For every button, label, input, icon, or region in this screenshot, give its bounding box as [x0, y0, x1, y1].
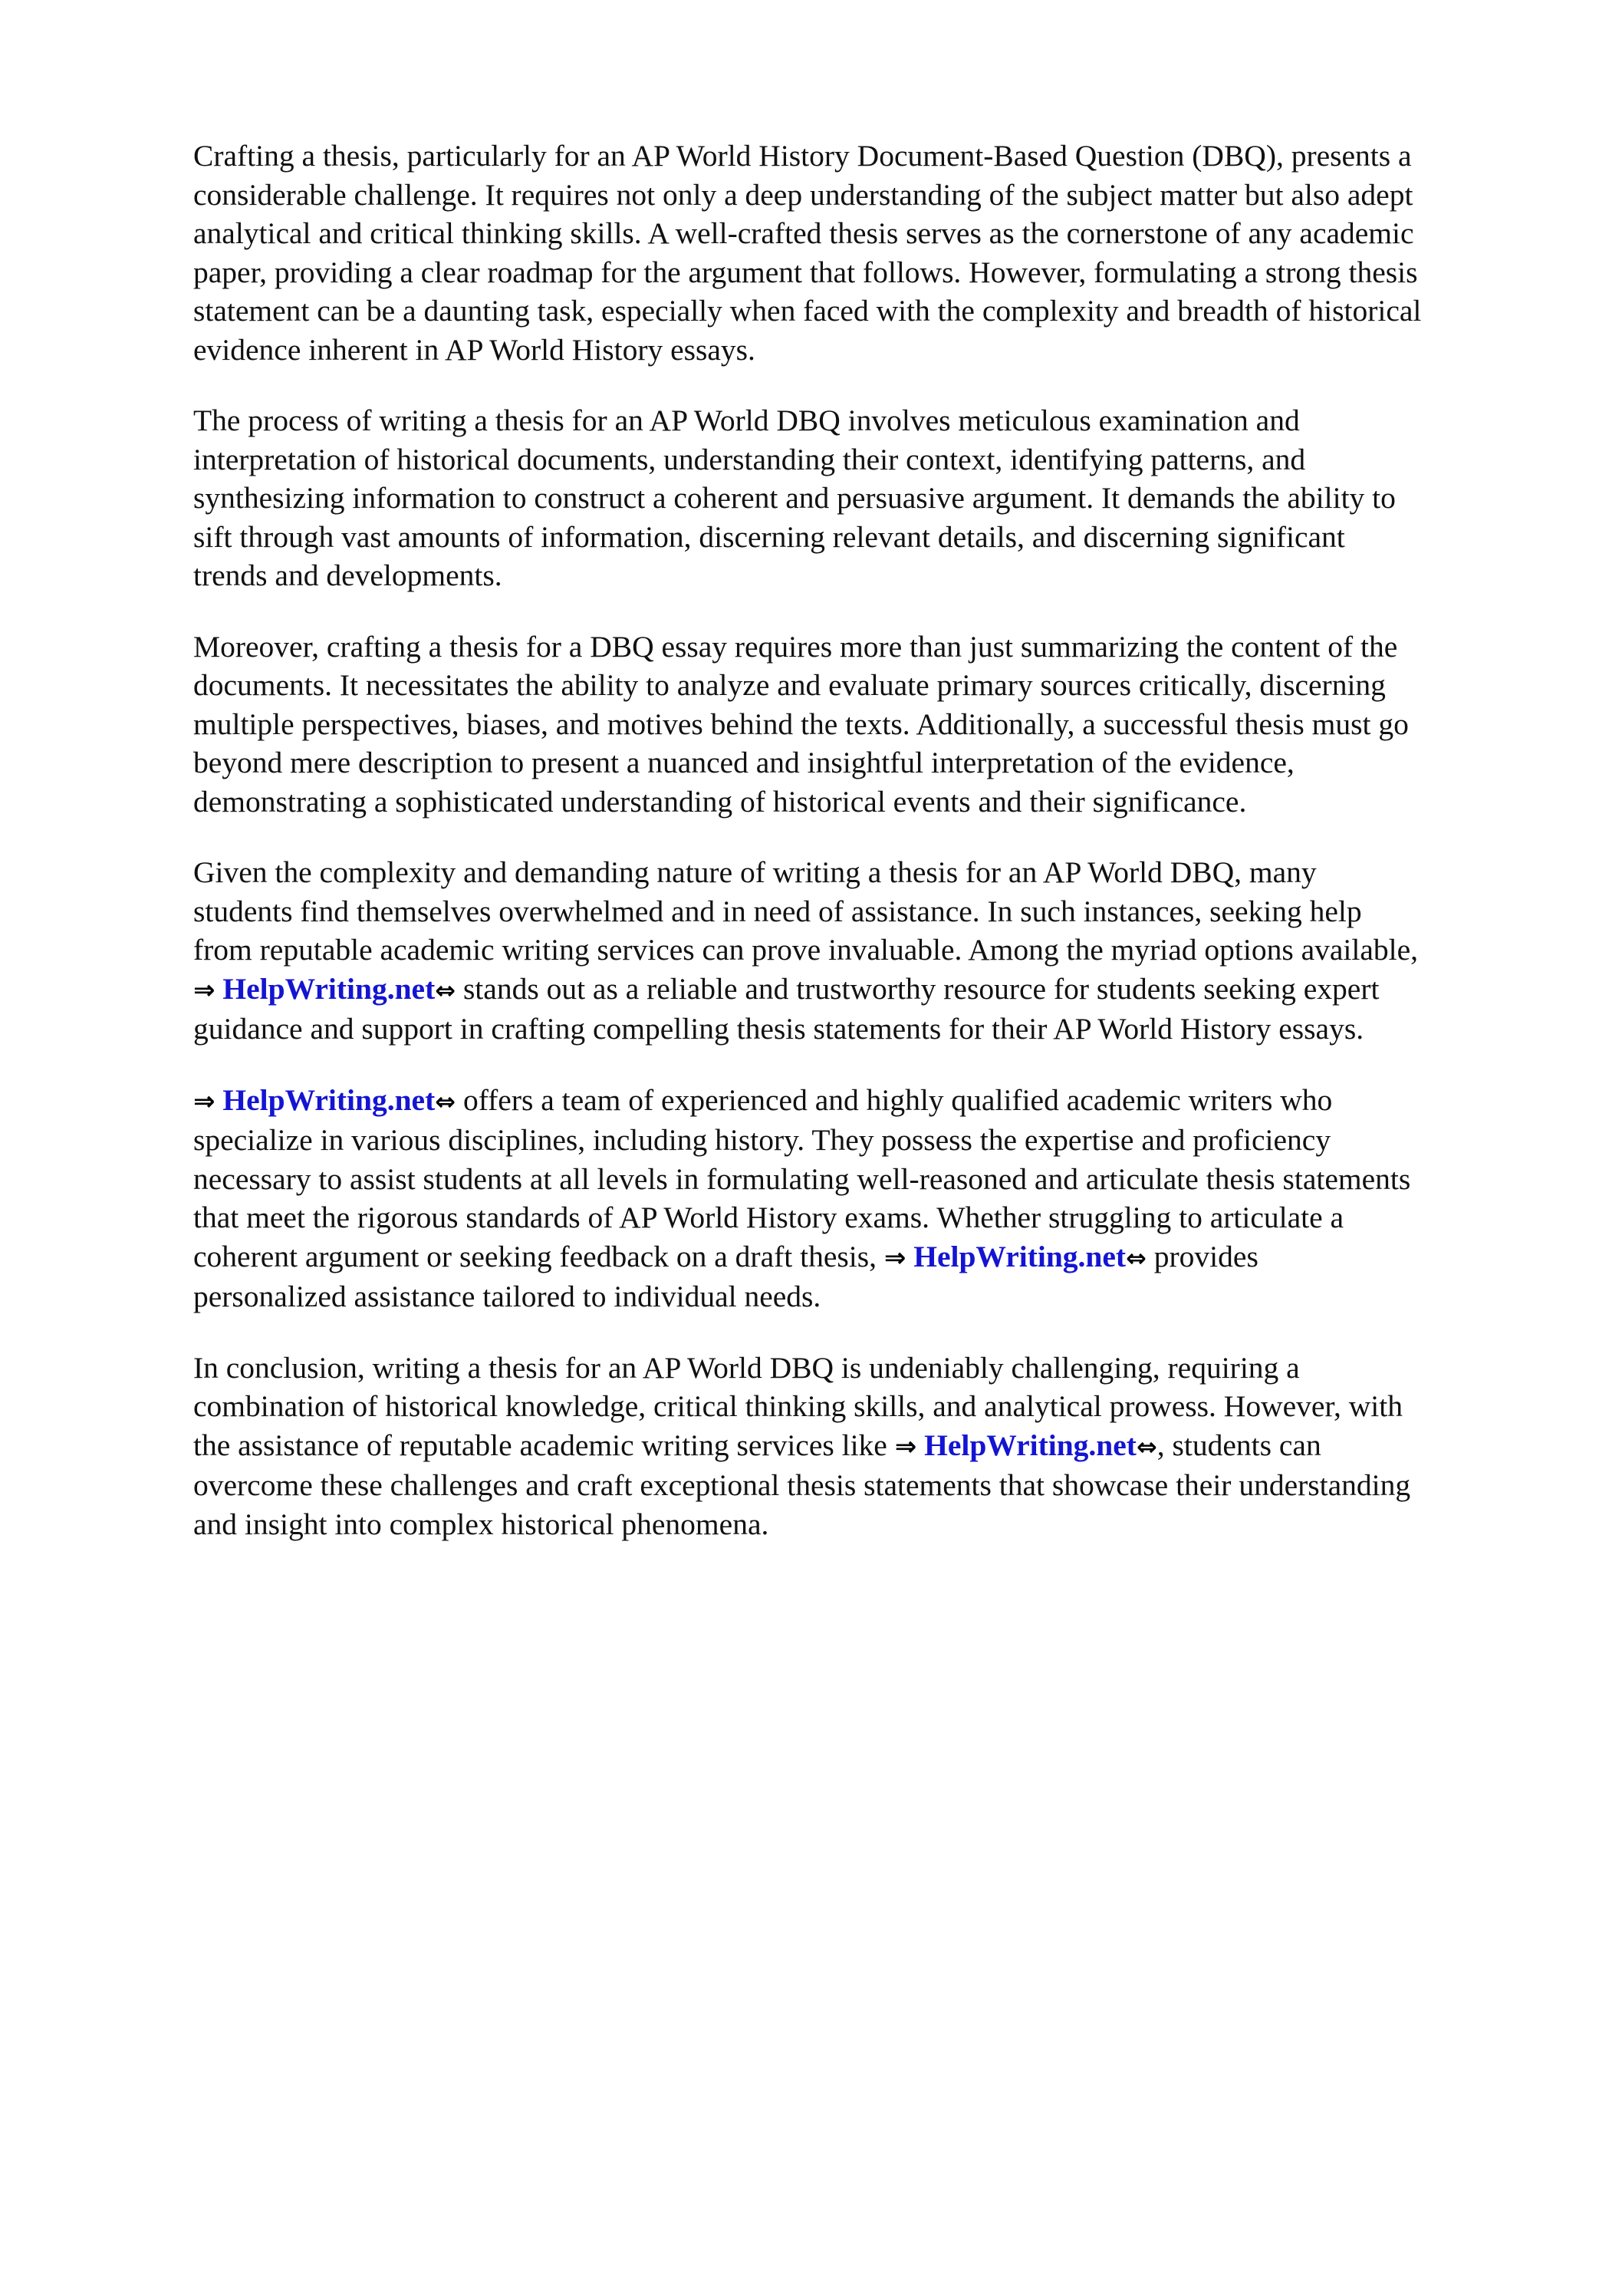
text-segment: coherent argument or seeking feedback on a draft thesis,	[193, 1239, 884, 1273]
text-segment: stands out as a reliable and trustworthy resource for students seeking expert	[456, 971, 1380, 1006]
paragraph-conclusion	[193, 1349, 1543, 1544]
right-double-arrow-icon: ⇒	[883, 1242, 906, 1273]
text-line: beyond mere description to present a nuanced and insightful interpretation of the evidence,	[193, 746, 1295, 779]
text-line: sift through vast amounts of information, discerning relevant details, and discerning significant	[193, 519, 1345, 554]
text-segment: offers a team of experienced and highly qualified academic writers who	[456, 1082, 1333, 1117]
text-line: multiple perspectives, biases, and motives behind the texts. Additionally, a successful thesis must go	[193, 707, 1409, 741]
text-line: from reputable academic writing services can prove invaluable. Among the myriad options available,	[193, 933, 1419, 967]
text-line: Given the complexity and demanding nature of writing a thesis for an AP World DBQ, many	[193, 855, 1317, 889]
text-line: In conclusion, writing a thesis for an AP World DBQ is undeniably challenging, requiring a	[193, 1350, 1300, 1385]
helpwriting-link[interactable]: HelpWriting.net	[222, 971, 436, 1006]
document-page	[193, 137, 1543, 1576]
text-line: trends and developments.	[193, 558, 502, 592]
right-double-arrow-icon: ⇒	[193, 974, 215, 1006]
text-line: guidance and support in crafting compelling thesis statements for their AP World History essays.	[193, 1012, 1364, 1046]
text-segment: the assistance of reputable academic writing services like	[193, 1428, 895, 1462]
text-line: statement can be a daunting task, especially when faced with the complexity and breadth of historical	[193, 294, 1422, 328]
text-line-with-link	[193, 970, 1543, 1010]
text-line-with-link	[193, 1426, 1543, 1467]
text-line: and insight into complex historical phenomena.	[193, 1507, 769, 1541]
text-line: The process of writing a thesis for an AP World DBQ involves meticulous examination and	[193, 404, 1300, 437]
paragraph-process	[193, 401, 1543, 595]
text-line: interpretation of historical documents, understanding their context, identifying patterns, and	[193, 442, 1306, 476]
text-line: Moreover, crafting a thesis for a DBQ essay requires more than just summarizing the content of the	[193, 629, 1398, 664]
text-line: paper, providing a clear roadmap for the argument that follows. However, formulating a strong thesis	[193, 255, 1418, 289]
text-line-with-link	[193, 1081, 1543, 1122]
paragraph-intro	[193, 137, 1543, 369]
text-line: overcome these challenges and craft exceptional thesis statements that showcase their understanding	[193, 1468, 1411, 1502]
helpwriting-link[interactable]: HelpWriting.net	[913, 1239, 1127, 1273]
text-line: documents. It necessitates the ability to analyze and evaluate primary sources critically, discerning	[193, 668, 1386, 702]
text-line: evidence inherent in AP World History essays.	[193, 332, 755, 367]
right-double-arrow-icon: ⇒	[894, 1431, 917, 1462]
text-line: analytical and critical thinking skills. A well-crafted thesis serves as the cornerstone of any academic	[193, 216, 1414, 250]
text-line: that meet the rigorous standards of AP World History exams. Whether struggling to articulate a	[193, 1201, 1344, 1234]
text-line: Crafting a thesis, particularly for an AP World History Document-Based Question (DBQ), presents a	[193, 139, 1412, 173]
text-line: students find themselves overwhelmed and in need of assistance. In such instances, seeking help	[193, 894, 1362, 928]
text-line: synthesizing information to construct a coherent and persuasive argument. It demands the ability to	[193, 481, 1396, 515]
paragraph-moreover	[193, 628, 1543, 822]
left-right-double-arrow-icon: ⇔	[1136, 1431, 1157, 1461]
helpwriting-link[interactable]: HelpWriting.net	[924, 1428, 1137, 1462]
left-right-double-arrow-icon: ⇔	[1126, 1243, 1147, 1273]
helpwriting-link[interactable]: HelpWriting.net	[222, 1082, 436, 1117]
text-line: demonstrating a sophisticated understanding of historical events and their significance.	[193, 784, 1247, 819]
left-right-double-arrow-icon: ⇔	[435, 975, 456, 1005]
right-double-arrow-icon: ⇒	[193, 1085, 215, 1117]
text-line: combination of historical knowledge, critical thinking skills, and analytical prowess. However, with	[193, 1389, 1403, 1423]
paragraph-given	[193, 853, 1543, 1049]
text-line: necessary to assist students at all levels in formulating well-reasoned and articulate thesis statements	[193, 1161, 1411, 1196]
text-line: personalized assistance tailored to individual needs.	[193, 1280, 821, 1313]
paragraph-offers	[193, 1081, 1543, 1316]
text-segment: , students can	[1156, 1428, 1321, 1462]
text-line: considerable challenge. It requires not only a deep understanding of the subject matter but also adept	[193, 177, 1413, 212]
left-right-double-arrow-icon: ⇔	[435, 1086, 456, 1116]
text-segment: provides	[1146, 1239, 1258, 1273]
text-line-with-link	[193, 1237, 1543, 1278]
text-line: specialize in various disciplines, including history. They possess the expertise and proficiency	[193, 1123, 1331, 1157]
